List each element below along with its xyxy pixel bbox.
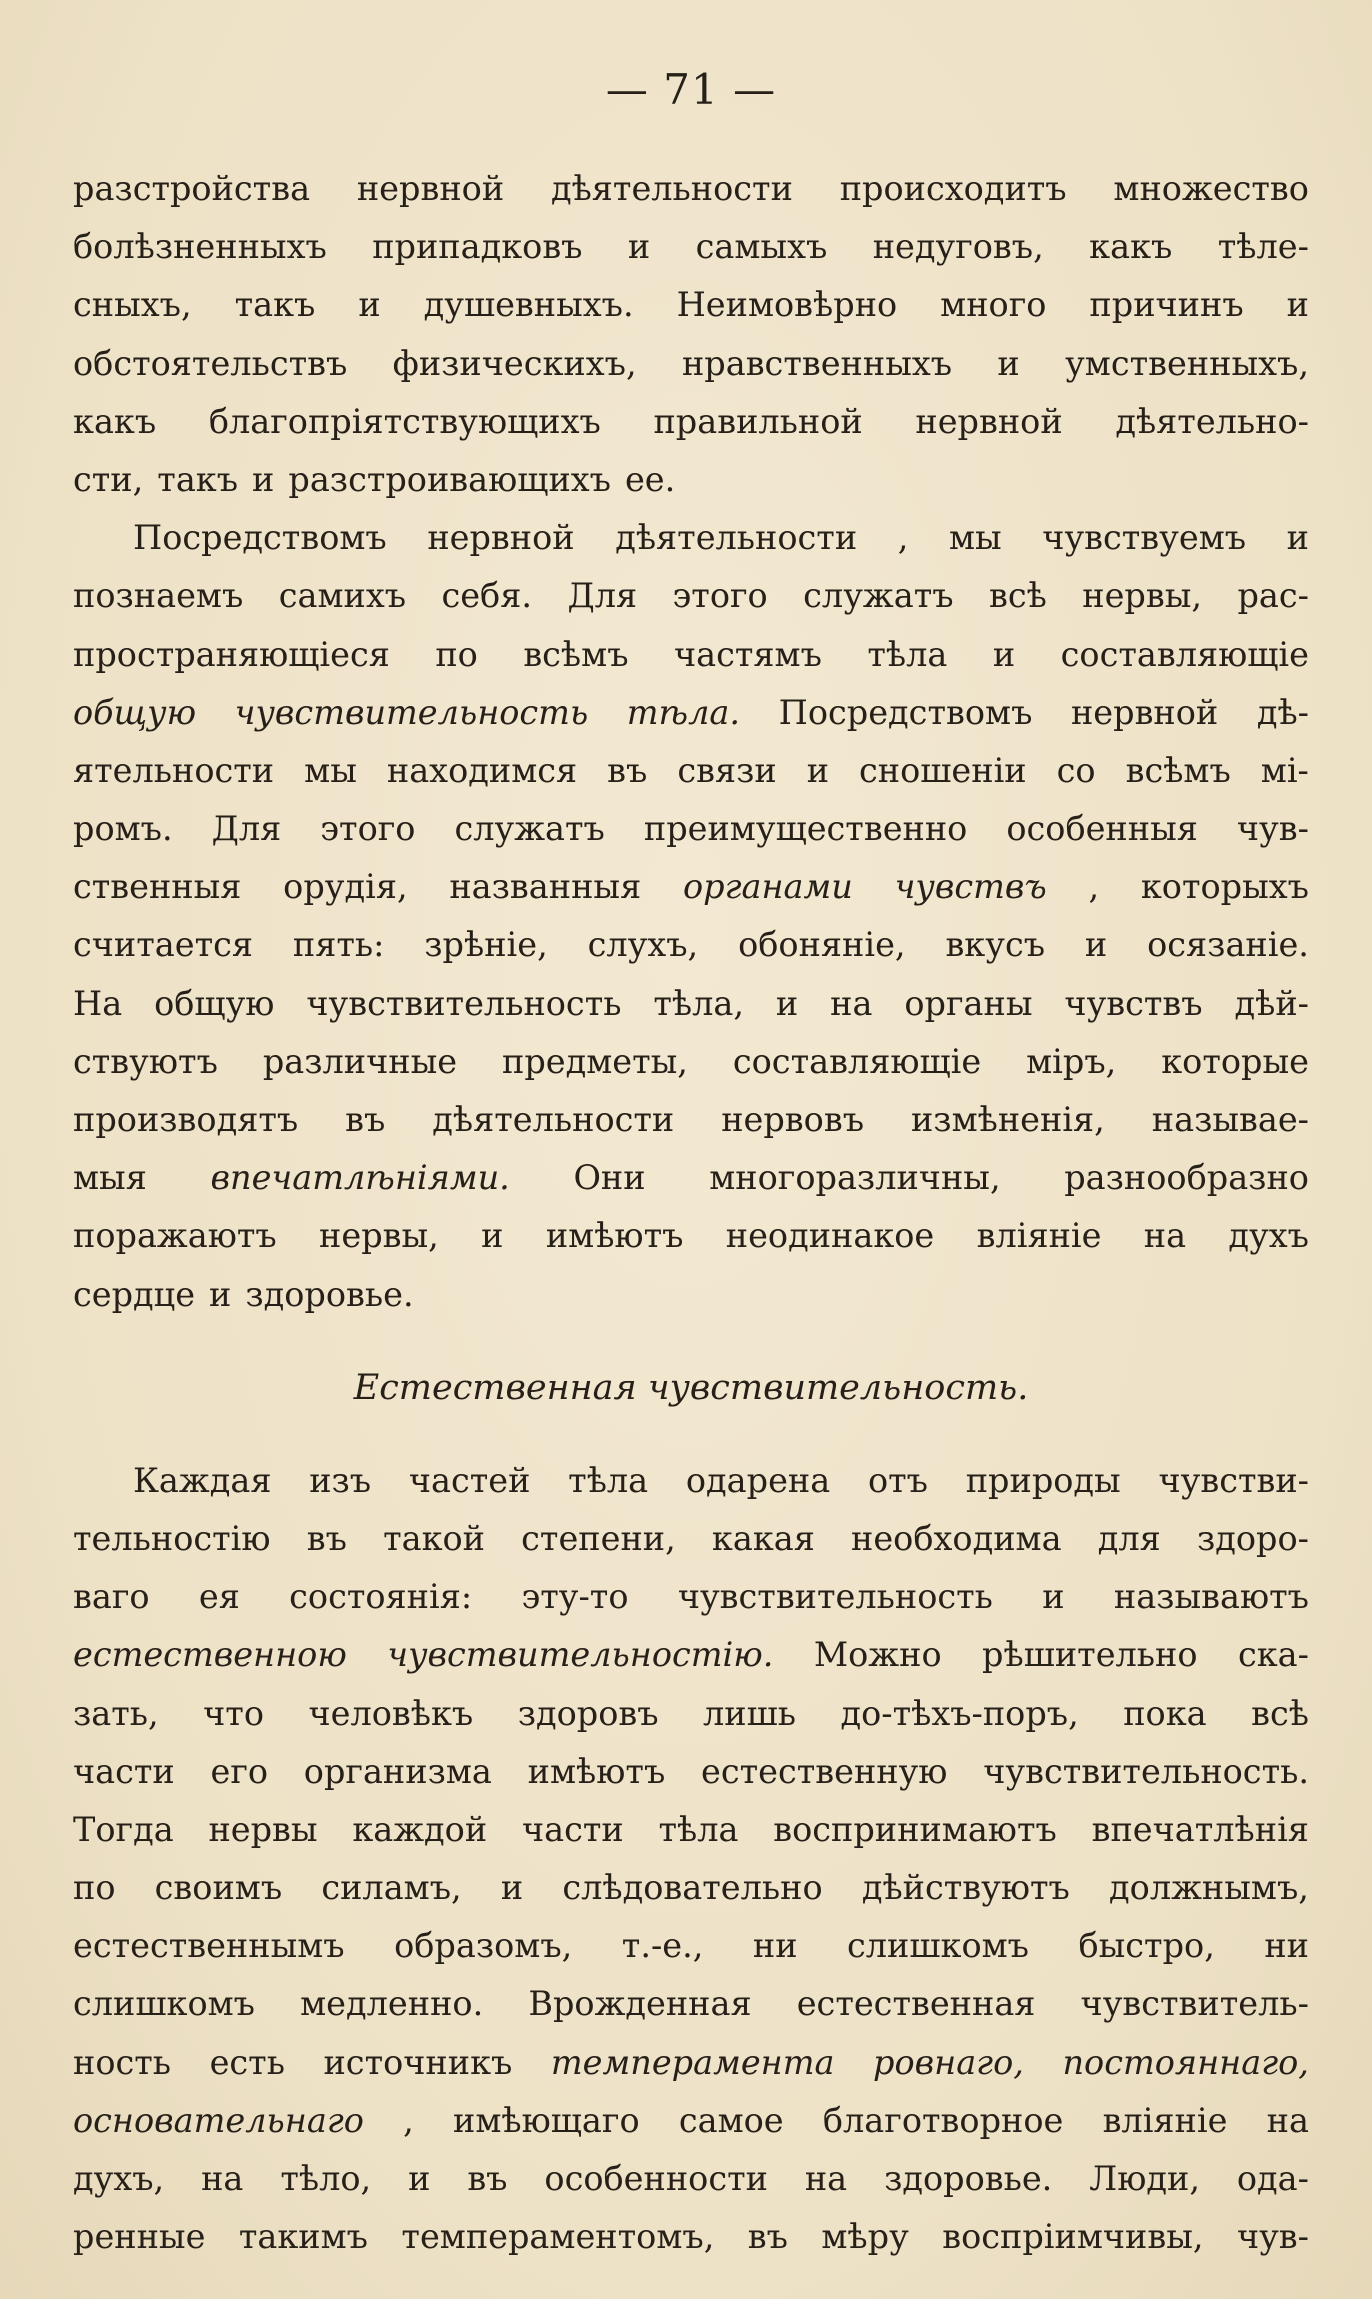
word: чувствительность bbox=[234, 692, 589, 732]
word: мыя bbox=[73, 1158, 147, 1198]
word: частей bbox=[408, 1460, 531, 1500]
word: міръ, bbox=[1026, 1041, 1117, 1081]
text-line bbox=[73, 1917, 1309, 1975]
word: нервы bbox=[208, 1809, 318, 1849]
word: познаемъ bbox=[73, 576, 244, 616]
word: на bbox=[1266, 2100, 1309, 2140]
word: тѣло, bbox=[280, 2159, 372, 2198]
word: особенныя bbox=[1006, 809, 1198, 849]
word: основательнаго bbox=[73, 2100, 364, 2140]
word: зать, bbox=[73, 1693, 159, 1733]
word: себя. bbox=[441, 576, 533, 616]
word: происходитъ bbox=[839, 169, 1067, 208]
word: какъ bbox=[1089, 227, 1173, 267]
word: разстройства bbox=[73, 169, 311, 208]
word: человѣкъ bbox=[308, 1693, 474, 1733]
word: организма bbox=[303, 1751, 492, 1791]
word: вліяніе bbox=[976, 1216, 1102, 1256]
word: темперамента bbox=[550, 2042, 835, 2082]
word: и bbox=[992, 634, 1016, 674]
word: Люди, bbox=[1089, 2159, 1200, 2198]
word: темпераментомъ, bbox=[401, 2217, 715, 2257]
word: связи bbox=[677, 750, 777, 790]
word: , bbox=[1088, 867, 1100, 907]
text-line bbox=[73, 218, 1309, 276]
word: въ bbox=[345, 1100, 386, 1139]
word: измѣненія, bbox=[910, 1100, 1105, 1139]
word: и bbox=[252, 459, 275, 499]
section-heading: Естественная чувствительность. bbox=[353, 1367, 1029, 1408]
word: органы bbox=[904, 983, 1033, 1023]
word: На bbox=[73, 983, 123, 1023]
word: много bbox=[940, 285, 1047, 325]
word: органами bbox=[682, 867, 853, 907]
word: чувствительность. bbox=[983, 1751, 1309, 1791]
word: благопріятствующихъ bbox=[208, 401, 601, 441]
text-line bbox=[73, 1149, 1309, 1207]
word: Врожденная bbox=[528, 1984, 752, 2024]
word: должнымъ, bbox=[1109, 1868, 1309, 1908]
word: ода- bbox=[1236, 2159, 1309, 2198]
text-line bbox=[73, 2034, 1309, 2092]
text-line bbox=[73, 160, 1309, 218]
word: ствуютъ bbox=[73, 1041, 218, 1081]
paragraph-2 bbox=[73, 509, 1309, 1324]
word: лишь bbox=[703, 1693, 797, 1733]
word: называе- bbox=[1151, 1100, 1309, 1139]
word: мѣру bbox=[821, 2217, 909, 2257]
word: самихъ bbox=[278, 576, 407, 616]
word: есть bbox=[209, 2042, 285, 2082]
word: въ bbox=[467, 2159, 508, 2198]
word: дѣ- bbox=[1256, 692, 1309, 732]
text-line bbox=[73, 509, 1309, 567]
word: здоровье. bbox=[245, 1274, 414, 1314]
word: нервной bbox=[1070, 692, 1219, 732]
word: чув- bbox=[1236, 809, 1309, 849]
word: духъ bbox=[1228, 1216, 1309, 1256]
word: естественную bbox=[701, 1751, 948, 1791]
word: и bbox=[1042, 1577, 1065, 1617]
word: множество bbox=[1113, 169, 1309, 208]
page-number: — 71 — bbox=[605, 65, 777, 114]
word: самыхъ bbox=[695, 227, 828, 267]
word: называютъ bbox=[1113, 1577, 1309, 1617]
word: ни bbox=[1264, 1926, 1309, 1966]
word: находимся bbox=[386, 750, 578, 790]
text-line bbox=[73, 1266, 1309, 1324]
text-line bbox=[73, 1207, 1309, 1265]
word: такимъ bbox=[238, 2217, 368, 2257]
word: тѣла bbox=[568, 1460, 649, 1500]
text-line bbox=[73, 335, 1309, 393]
paragraph-3 bbox=[73, 1452, 1309, 2267]
text-line bbox=[73, 1091, 1309, 1149]
word: воспринимаютъ bbox=[773, 1809, 1057, 1849]
word: нервовъ bbox=[721, 1100, 865, 1139]
word: сердце bbox=[73, 1274, 196, 1314]
word: преимущественно bbox=[643, 809, 968, 849]
word: ятельности bbox=[73, 750, 275, 790]
word: слишкомъ bbox=[847, 1926, 1029, 1966]
word: вкусъ bbox=[945, 925, 1046, 965]
word: впечатлѣніями. bbox=[210, 1158, 510, 1198]
word: въ bbox=[747, 2217, 788, 2257]
word: различные bbox=[262, 1041, 458, 1081]
word: отъ bbox=[867, 1460, 928, 1500]
word: и bbox=[408, 2159, 431, 2198]
word: правильной bbox=[653, 401, 863, 441]
word: болѣзненныхъ bbox=[73, 227, 327, 267]
word: постояннаго, bbox=[1062, 2042, 1309, 2082]
word: эту-то bbox=[521, 1577, 629, 1617]
word: Каждая bbox=[133, 1460, 272, 1500]
word: обстоятельствъ bbox=[73, 343, 348, 383]
word: недуговъ, bbox=[872, 227, 1044, 267]
word: впечатлѣнія bbox=[1091, 1809, 1309, 1849]
text-line bbox=[73, 2092, 1309, 2150]
word: и bbox=[481, 1216, 504, 1256]
text-line bbox=[73, 1801, 1309, 1859]
text-line bbox=[73, 2208, 1309, 2266]
text-line bbox=[73, 1743, 1309, 1801]
word: быстро, bbox=[1078, 1926, 1215, 1966]
text-line bbox=[73, 916, 1309, 974]
word: осязаніе. bbox=[1147, 925, 1309, 965]
word: здоро- bbox=[1196, 1518, 1309, 1558]
word: здоровъ bbox=[517, 1693, 659, 1733]
word: природы bbox=[965, 1460, 1121, 1500]
word: слишкомъ bbox=[73, 1984, 255, 2024]
word: зрѣніе, bbox=[424, 925, 548, 965]
word: дѣятельно- bbox=[1115, 401, 1309, 441]
word: ее. bbox=[624, 459, 676, 499]
word: названныя bbox=[449, 867, 642, 907]
text-line bbox=[73, 1859, 1309, 1917]
word: на bbox=[1143, 1216, 1187, 1256]
word: и bbox=[209, 1274, 232, 1314]
word: общую bbox=[154, 983, 275, 1023]
word: ея bbox=[198, 1577, 240, 1617]
word: дѣятельности bbox=[550, 169, 793, 208]
text-line bbox=[73, 393, 1309, 451]
word: на bbox=[201, 2159, 244, 2198]
word: Посредствомъ bbox=[133, 518, 387, 558]
word: медленно. bbox=[300, 1984, 484, 2024]
text-line bbox=[73, 626, 1309, 684]
word: части bbox=[73, 1751, 175, 1791]
word: и bbox=[1286, 285, 1309, 325]
word: чувствитель- bbox=[1080, 1984, 1309, 2024]
word: чувствъ bbox=[894, 867, 1047, 907]
word: ска- bbox=[1237, 1635, 1309, 1675]
word: имѣющаго bbox=[453, 2100, 640, 2140]
word: рѣшительно bbox=[982, 1635, 1198, 1675]
word: тельностію bbox=[73, 1518, 271, 1558]
word: ренные bbox=[73, 2217, 206, 2257]
word: Неимовѣрно bbox=[676, 285, 898, 325]
word: и bbox=[775, 983, 799, 1023]
word: въ bbox=[607, 750, 648, 790]
word: на bbox=[830, 983, 873, 1023]
word: причинъ bbox=[1089, 285, 1244, 325]
word: необходима bbox=[851, 1518, 1062, 1558]
word: рас- bbox=[1237, 576, 1309, 616]
word: которые bbox=[1161, 1041, 1309, 1081]
paragraph-1 bbox=[73, 160, 1309, 509]
word: ственныя bbox=[73, 867, 242, 907]
text-line bbox=[73, 742, 1309, 800]
word: ровнаго, bbox=[873, 2042, 1024, 2082]
word: всѣмъ bbox=[523, 634, 629, 674]
word: своимъ bbox=[154, 1868, 283, 1908]
word: образомъ, bbox=[394, 1926, 573, 1966]
word: изъ bbox=[309, 1460, 372, 1500]
word: поражаютъ bbox=[73, 1216, 277, 1256]
word: припадковъ bbox=[372, 227, 583, 267]
word: т.-е., bbox=[621, 1926, 704, 1966]
word: воспріимчивы, bbox=[942, 2217, 1204, 2257]
word: нравственныхъ bbox=[681, 343, 953, 383]
word: Можно bbox=[813, 1635, 942, 1675]
word: служатъ bbox=[803, 576, 954, 616]
word: сношеніи bbox=[859, 750, 1027, 790]
word: ромъ. bbox=[73, 809, 173, 849]
word: и bbox=[627, 227, 651, 267]
word: физическихъ, bbox=[392, 343, 637, 383]
word: тѣле- bbox=[1217, 227, 1309, 267]
word: каждой bbox=[352, 1809, 488, 1849]
word: слухъ, bbox=[587, 925, 699, 965]
word: разстроивающихъ bbox=[288, 459, 611, 499]
word: нервной bbox=[356, 169, 505, 208]
word: вліяніе bbox=[1102, 2100, 1228, 2140]
word: орудія, bbox=[283, 867, 408, 907]
text-line bbox=[73, 858, 1309, 916]
word: и bbox=[1286, 518, 1309, 558]
word: умственныхъ, bbox=[1065, 343, 1309, 383]
word: мы bbox=[304, 750, 357, 790]
word: Они bbox=[573, 1158, 646, 1198]
word: какъ bbox=[73, 401, 157, 441]
word: чув- bbox=[1236, 2217, 1309, 2257]
word: чувстви- bbox=[1158, 1460, 1309, 1500]
word: обоняніе, bbox=[738, 925, 906, 965]
word: источникъ bbox=[323, 2042, 513, 2082]
word: частямъ bbox=[673, 634, 822, 674]
word: составляющіе bbox=[1060, 634, 1309, 674]
word: которыхъ bbox=[1140, 867, 1309, 907]
word: пять: bbox=[292, 925, 385, 965]
word: нервы, bbox=[319, 1216, 439, 1256]
word: такъ bbox=[157, 459, 239, 499]
word: силамъ, bbox=[321, 1868, 462, 1908]
word: какая bbox=[711, 1518, 815, 1558]
word: ность bbox=[73, 2042, 172, 2082]
word: чувствъ bbox=[1064, 983, 1203, 1023]
word: тѣла bbox=[867, 634, 948, 674]
word: здоровье. bbox=[884, 2159, 1053, 2198]
word: ни bbox=[752, 1926, 798, 1966]
text-line bbox=[73, 1685, 1309, 1743]
word: на bbox=[804, 2159, 848, 2198]
word: дѣй- bbox=[1234, 983, 1309, 1023]
word: чувствительность bbox=[677, 1577, 993, 1617]
word: нервы, bbox=[1082, 576, 1203, 616]
word: сныхъ, bbox=[73, 285, 192, 325]
word: Тогда bbox=[73, 1809, 174, 1849]
word: нервной bbox=[915, 401, 1063, 441]
word: и bbox=[806, 750, 830, 790]
word: нервной bbox=[427, 518, 575, 558]
word: естественнымъ bbox=[73, 1926, 345, 1966]
word: чувствительность bbox=[306, 983, 622, 1023]
word: всѣмъ bbox=[1125, 750, 1231, 790]
word: благотворное bbox=[822, 2100, 1064, 2140]
word: самое bbox=[678, 2100, 784, 2140]
word: имѣютъ bbox=[527, 1751, 666, 1791]
word: , bbox=[403, 2100, 414, 2140]
text-line bbox=[73, 1033, 1309, 1091]
word: сти, bbox=[73, 459, 144, 499]
word: тѣла, bbox=[653, 983, 745, 1023]
word: , bbox=[897, 518, 909, 558]
word: этого bbox=[320, 809, 416, 849]
word: дѣйствуютъ bbox=[861, 1868, 1070, 1908]
text-line bbox=[73, 1452, 1309, 1510]
word: дѣятельности bbox=[615, 518, 858, 558]
word: духъ, bbox=[73, 2159, 165, 2198]
word: по bbox=[73, 1868, 116, 1908]
text-line bbox=[73, 567, 1309, 625]
text-line bbox=[73, 1975, 1309, 2033]
word: и bbox=[997, 343, 1020, 383]
word: естественною bbox=[73, 1635, 347, 1675]
word: ваго bbox=[73, 1577, 150, 1617]
word: общую bbox=[73, 692, 197, 732]
word: слѣдовательно bbox=[562, 1868, 823, 1908]
text-line bbox=[73, 2150, 1309, 2208]
word: производятъ bbox=[73, 1100, 299, 1139]
word: состоянія: bbox=[289, 1577, 473, 1617]
word: и bbox=[1084, 925, 1108, 965]
word: мы bbox=[948, 518, 1002, 558]
word: Посредствомъ bbox=[778, 692, 1033, 732]
text-line bbox=[73, 684, 1309, 742]
word: всѣ bbox=[1251, 1693, 1309, 1733]
word: пока bbox=[1123, 1693, 1207, 1733]
word: его bbox=[210, 1751, 269, 1791]
word: чувствительностію. bbox=[387, 1635, 774, 1675]
word: и bbox=[500, 1868, 524, 1908]
word: считается bbox=[73, 925, 253, 965]
word: дѣятельности bbox=[432, 1100, 675, 1139]
word: по bbox=[435, 634, 478, 674]
word: предметы, bbox=[502, 1041, 688, 1081]
word: служатъ bbox=[454, 809, 605, 849]
text-line bbox=[73, 1510, 1309, 1568]
word: одарена bbox=[685, 1460, 831, 1500]
word: этого bbox=[672, 576, 768, 616]
word: въ bbox=[306, 1518, 347, 1558]
word: Для bbox=[211, 809, 282, 849]
word: что bbox=[203, 1693, 264, 1733]
word: имѣютъ bbox=[545, 1216, 684, 1256]
word: и bbox=[358, 285, 381, 325]
word: естественная bbox=[796, 1984, 1036, 2024]
text-line bbox=[73, 1568, 1309, 1626]
word: со bbox=[1056, 750, 1096, 790]
word: душевныхъ. bbox=[423, 285, 634, 325]
word: тѣла bbox=[658, 1809, 739, 1849]
text-line bbox=[73, 276, 1309, 334]
word: Для bbox=[567, 576, 638, 616]
word: многоразличны, bbox=[709, 1158, 1001, 1198]
text-line bbox=[73, 451, 1309, 509]
text-line bbox=[73, 975, 1309, 1033]
word: тѣла. bbox=[626, 692, 741, 732]
word: части bbox=[521, 1809, 624, 1849]
word: особенности bbox=[544, 2159, 768, 2198]
text-line bbox=[73, 1626, 1309, 1684]
word: такъ bbox=[234, 285, 316, 325]
word: составляющіе bbox=[732, 1041, 982, 1081]
word: мі- bbox=[1260, 750, 1309, 790]
word: такой bbox=[383, 1518, 486, 1558]
word: всѣ bbox=[989, 576, 1047, 616]
word: до-тѣхъ-поръ, bbox=[840, 1693, 1079, 1733]
text-line bbox=[73, 800, 1309, 858]
word: степени, bbox=[521, 1518, 676, 1558]
word: для bbox=[1097, 1518, 1161, 1558]
word: чувствуемъ bbox=[1042, 518, 1247, 558]
word: разнообразно bbox=[1064, 1158, 1309, 1198]
word: неодинакое bbox=[725, 1216, 935, 1256]
word: пространяющіеся bbox=[73, 634, 390, 674]
